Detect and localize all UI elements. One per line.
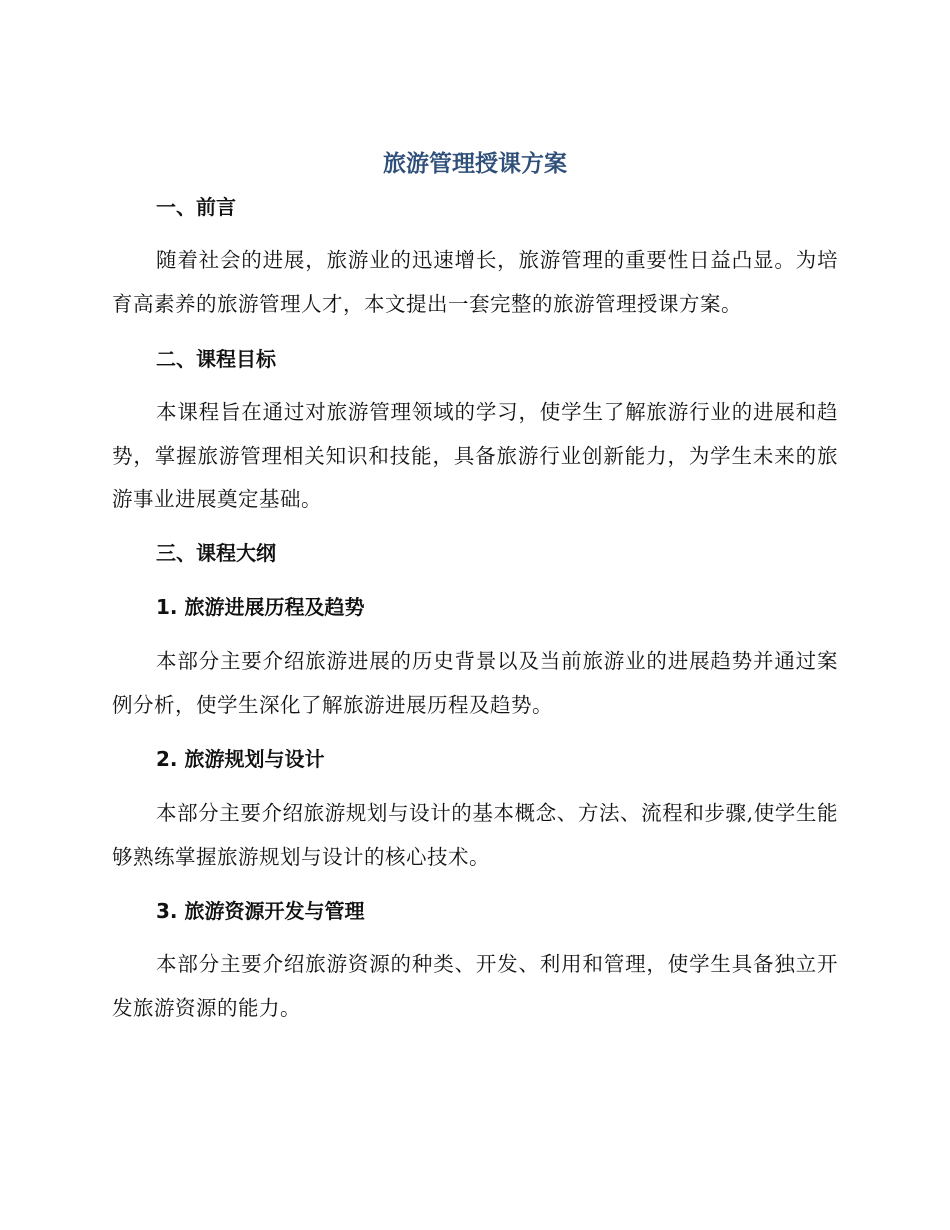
outline-item-heading: 1. 旅游进展历程及趋势 [156,595,365,619]
section-body-goals: 本课程旨在通过对旅游管理领域的学习，使学生了解旅游行业的进展和趋势，掌握旅游管理相关知识和技能，具备旅游行业创新能力，为学生未来的旅游事业进展奠定基础。 [112,400,838,511]
section-heading-goals: 二、课程目标 [156,347,276,371]
outline-item-body: 本部分主要介绍旅游资源的种类、开发、利用和管理，使学生具备独立开发旅游资源的能力。 [112,952,838,1020]
section-body-preface: 随着社会的进展，旅游业的迅速增长，旅游管理的重要性日益凸显。为培育高素养的旅游管理人才，本文提出一套完整的旅游管理授课方案。 [112,248,838,316]
section-heading-outline: 三、课程大纲 [156,541,276,565]
outline-item-heading: 3. 旅游资源开发与管理 [156,899,365,923]
outline-item-heading: 2. 旅游规划与设计 [156,747,325,771]
section-heading-preface: 一、前言 [156,195,236,219]
outline-item-body: 本部分主要介绍旅游规划与设计的基本概念、方法、流程和步骤,使学生能够熟练掌握旅游规划与设计的核心技术。 [112,801,838,869]
outline-item-body: 本部分主要介绍旅游进展的历史背景以及当前旅游业的进展趋势并通过案例分析，使学生深化了解旅游进展历程及趋势。 [112,649,838,717]
document-title: 旅游管理授课方案 [383,151,567,177]
